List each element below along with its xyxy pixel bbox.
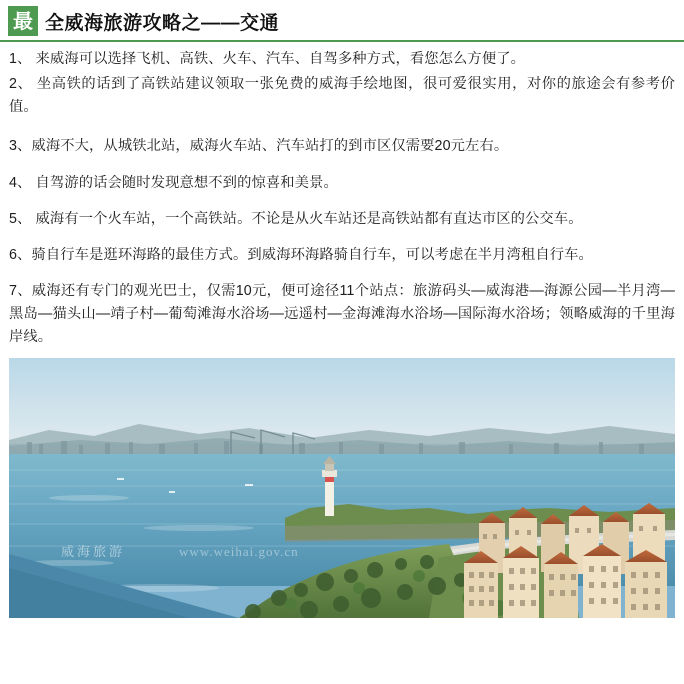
paragraph-2: 2、 坐高铁的话到了高铁站建议领取一张免费的威海手绘地图，很可爱很实用，对你的旅途会有参考价值。: [9, 76, 675, 116]
paragraph-1: 1、 来威海可以选择飞机、高铁、火车、汽车、自驾多种方式，看您怎么方便了。: [9, 51, 526, 67]
photo-graphic: [9, 358, 675, 618]
paragraph-4: 4、 自驾游的话会随时发现意想不到的惊喜和美景。: [9, 174, 338, 191]
photo-watermark: 威海旅游: [61, 543, 126, 559]
article-header: [0, 0, 684, 42]
page-title: 全威海旅游攻略之——交通: [45, 12, 280, 34]
article-body: [0, 44, 684, 350]
photo-watermark-secondary: www.weihai.gov.cn: [179, 543, 299, 559]
paragraph-3: 3、威海不大，从城铁北站，威海火车站、汽车站打的到市区仅需要20元左右。: [9, 138, 509, 155]
photo-container: [0, 358, 684, 618]
paragraph-5: 5、 威海有一个火车站，一个高铁站。不论是从火车站还是高铁站都有直达市区的公交车。: [9, 210, 583, 227]
coastline-photo: [9, 358, 675, 618]
paragraph-6: 6、骑自行车是逛环海路的最佳方式。到威海环海路骑自行车，可以考虑在半月湾租自行车。: [9, 246, 593, 263]
paragraph-7: 7、威海还有专门的观光巴士，仅需10元，便可途径11个站点：旅游码头—威海港—海源公园—半月湾—黑岛—猫头山—靖子村—葡萄滩海水浴场—远遥村—金海滩海水浴场—国际海水浴场；领略威海的千里海岸线。: [9, 283, 675, 346]
header-badge: 最: [8, 6, 38, 36]
